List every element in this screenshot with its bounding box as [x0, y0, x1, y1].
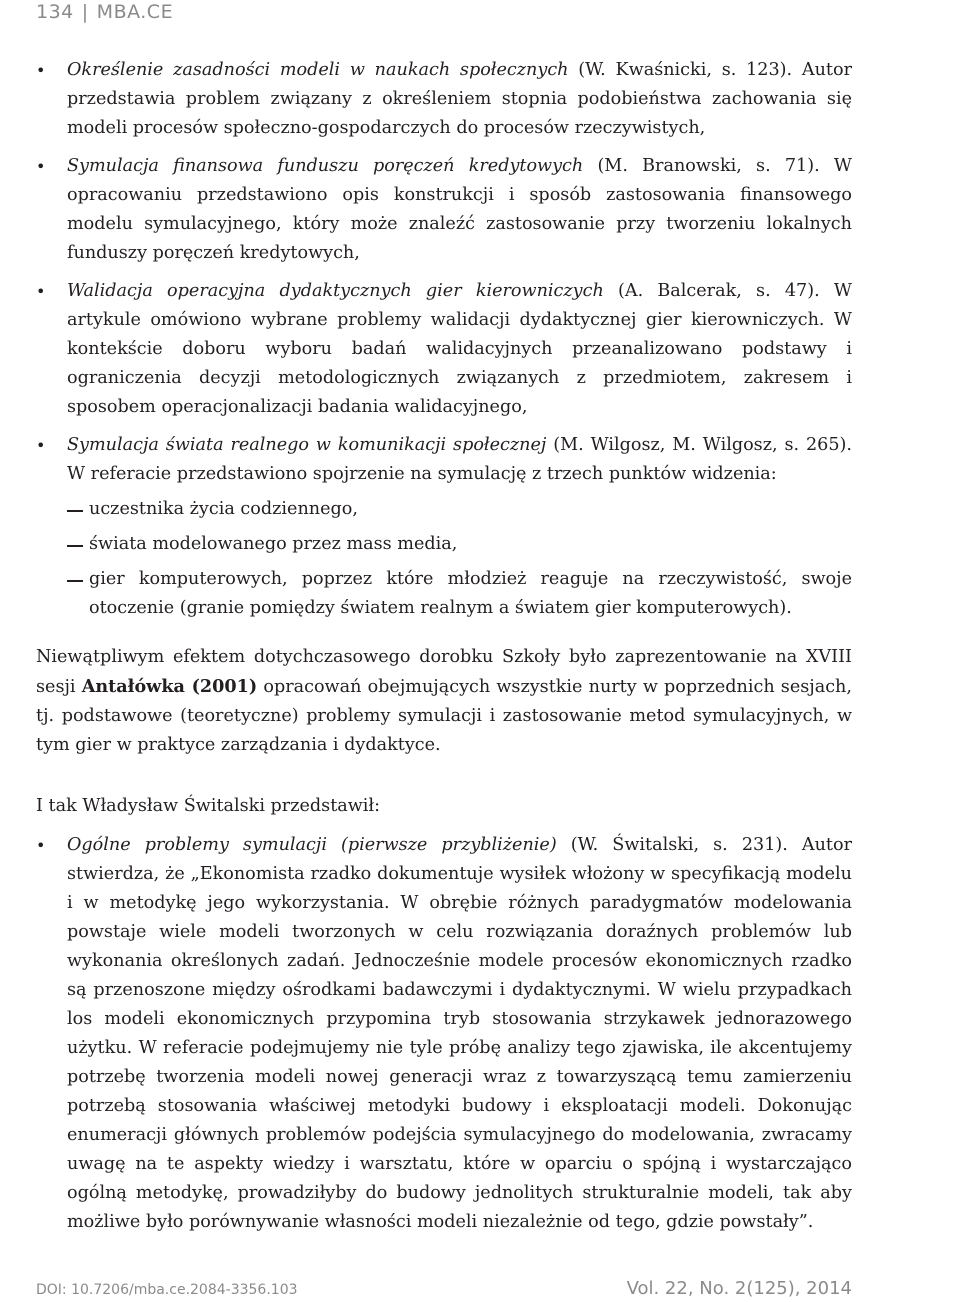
bullet-item: [36, 277, 852, 422]
bullet-title: Określenie zasadności modeli w naukach społecznych: [67, 60, 569, 80]
bullet-text: (W. Kwaśnicki, s. 123). Autor przedstawia problem związany z określeniem stopnia podobieństwa zachowania się modeli procesów społeczno-gospodarczych do procesów rzeczywistych,: [67, 60, 852, 138]
bullet-title: Walidacja operacyjna dydaktycznych gier kierowniczych: [67, 281, 604, 301]
bullet-item: [36, 152, 852, 268]
header-separator: |: [81, 1, 89, 23]
bold-phrase: Antałówka (2001): [81, 676, 258, 697]
volume-text: Vol. 22, No. 2(125), 2014: [626, 1278, 852, 1299]
bullet-title: Symulacja świata realnego w komunikacji społecznej: [67, 435, 547, 455]
paragraph-text: Niewątpliwym efektem dotychczasowego dorobku Szkoły było zaprezentowanie na XVIII sesji: [36, 647, 852, 697]
dash-item: świata modelowanego przez mass media,: [67, 530, 852, 559]
bullet-text: (W. Świtalski, s. 231). Autor stwierdza, że „Ekonomista rzadko dokumentuje wysiłek włożony w specyfikacją modelu i w metodykę jego wykorzystania. W obrębie różnych paradygmatów modelowania powstaje wiele modeli tworzonych w celu rozwiązania doraźnych problemów lub wykonania określonych zadań. Jednocześnie modele procesów ekonomicznych rzadko są przenoszone między ośrodkami badawczymi i dydaktycznymi. W wielu przypadkach los modeli ekonomicznych przypomina tryb stosowania strzykawek jednorazowego użytku. W referacie podejmujemy nie tyle próbę analizy tego zjawiska, ile akcentujemy potrzebę tworzenia modeli nowej generacji wraz z towarzyszącą temu zamierzeniu potrzebą stosowania właściwej metodyki budowy i eksploatacji modeli. Dokonując enumeracji głównych problemów podejścia symulacyjnego do modelowania, zwracamy uwagę na te aspekty wiedzy i warsztatu, które w oparciu o spójną i wystarczająco ogólną metodykę, prowadziłyby do budowy jednolitych strukturalnie modeli, tak aby możliwe było porównywanie własności modeli niezależnie od tego, gdzie powstały”.: [67, 835, 853, 1232]
bullet-title: Symulacja finansowa funduszu poręczeń kredytowych: [67, 156, 584, 176]
page-number: 134: [36, 1, 74, 23]
paragraph: [36, 643, 852, 760]
bullet-item: [36, 56, 852, 143]
dash-list: [67, 495, 852, 623]
page-body: [36, 56, 852, 1246]
bullet-text: (M. Branowski, s. 71). W opracowaniu przedstawiono opis konstrukcji i sposób zastosowania finansowego modelu symulacyjnego, który może znaleźć zastosowanie przy tworzeniu lokalnych funduszy poręczeń kredytowych,: [67, 156, 852, 263]
bullet-item: [36, 831, 852, 1237]
paragraph: I tak Władysław Świtalski przedstawił:: [36, 796, 381, 816]
paragraph-text: opracowań obejmujących wszystkie nurty w poprzednich sesjach, tj. podstawowe (teoretyczne) problemy symulacji i zastosowanie metod symulacyjnych, w tym gier w praktyce zarządzania i dydaktyce.: [36, 677, 852, 755]
doi-text: DOI: 10.7206/mba.ce.2084-3356.103: [36, 1282, 298, 1298]
journal-name: MBA.CE: [96, 1, 174, 23]
bullet-item: [36, 431, 852, 623]
bullet-list-top: [36, 56, 852, 623]
dash-item: gier komputerowych, poprzez które młodzież reaguje na rzeczywistość, swoje otoczenie (granie pomiędzy światem realnym a światem gier komputerowych).: [67, 565, 852, 623]
bullet-text: (M. Wilgosz, M. Wilgosz, s. 265). W referacie przedstawiono spojrzenie na symulację z trzech punktów widzenia:: [67, 435, 853, 484]
bullet-text: (A. Balcerak, s. 47). W artykule omówiono wybrane problemy walidacji dydaktycznej gier kierowniczych. W kontekście doboru wyboru badań walidacyjnych przeanalizowano podstawy i ograniczenia decyzji metodologicznych związanych z przedmiotem, zakresem i sposobem operacjonalizacji badania walidacyjnego,: [67, 281, 852, 417]
running-header: [36, 0, 173, 24]
bullet-title: Ogólne problemy symulacji (pierwsze przybliżenie): [67, 835, 557, 855]
bullet-list-bottom: [36, 831, 852, 1237]
dash-item: uczestnika życia codziennego,: [67, 495, 852, 524]
